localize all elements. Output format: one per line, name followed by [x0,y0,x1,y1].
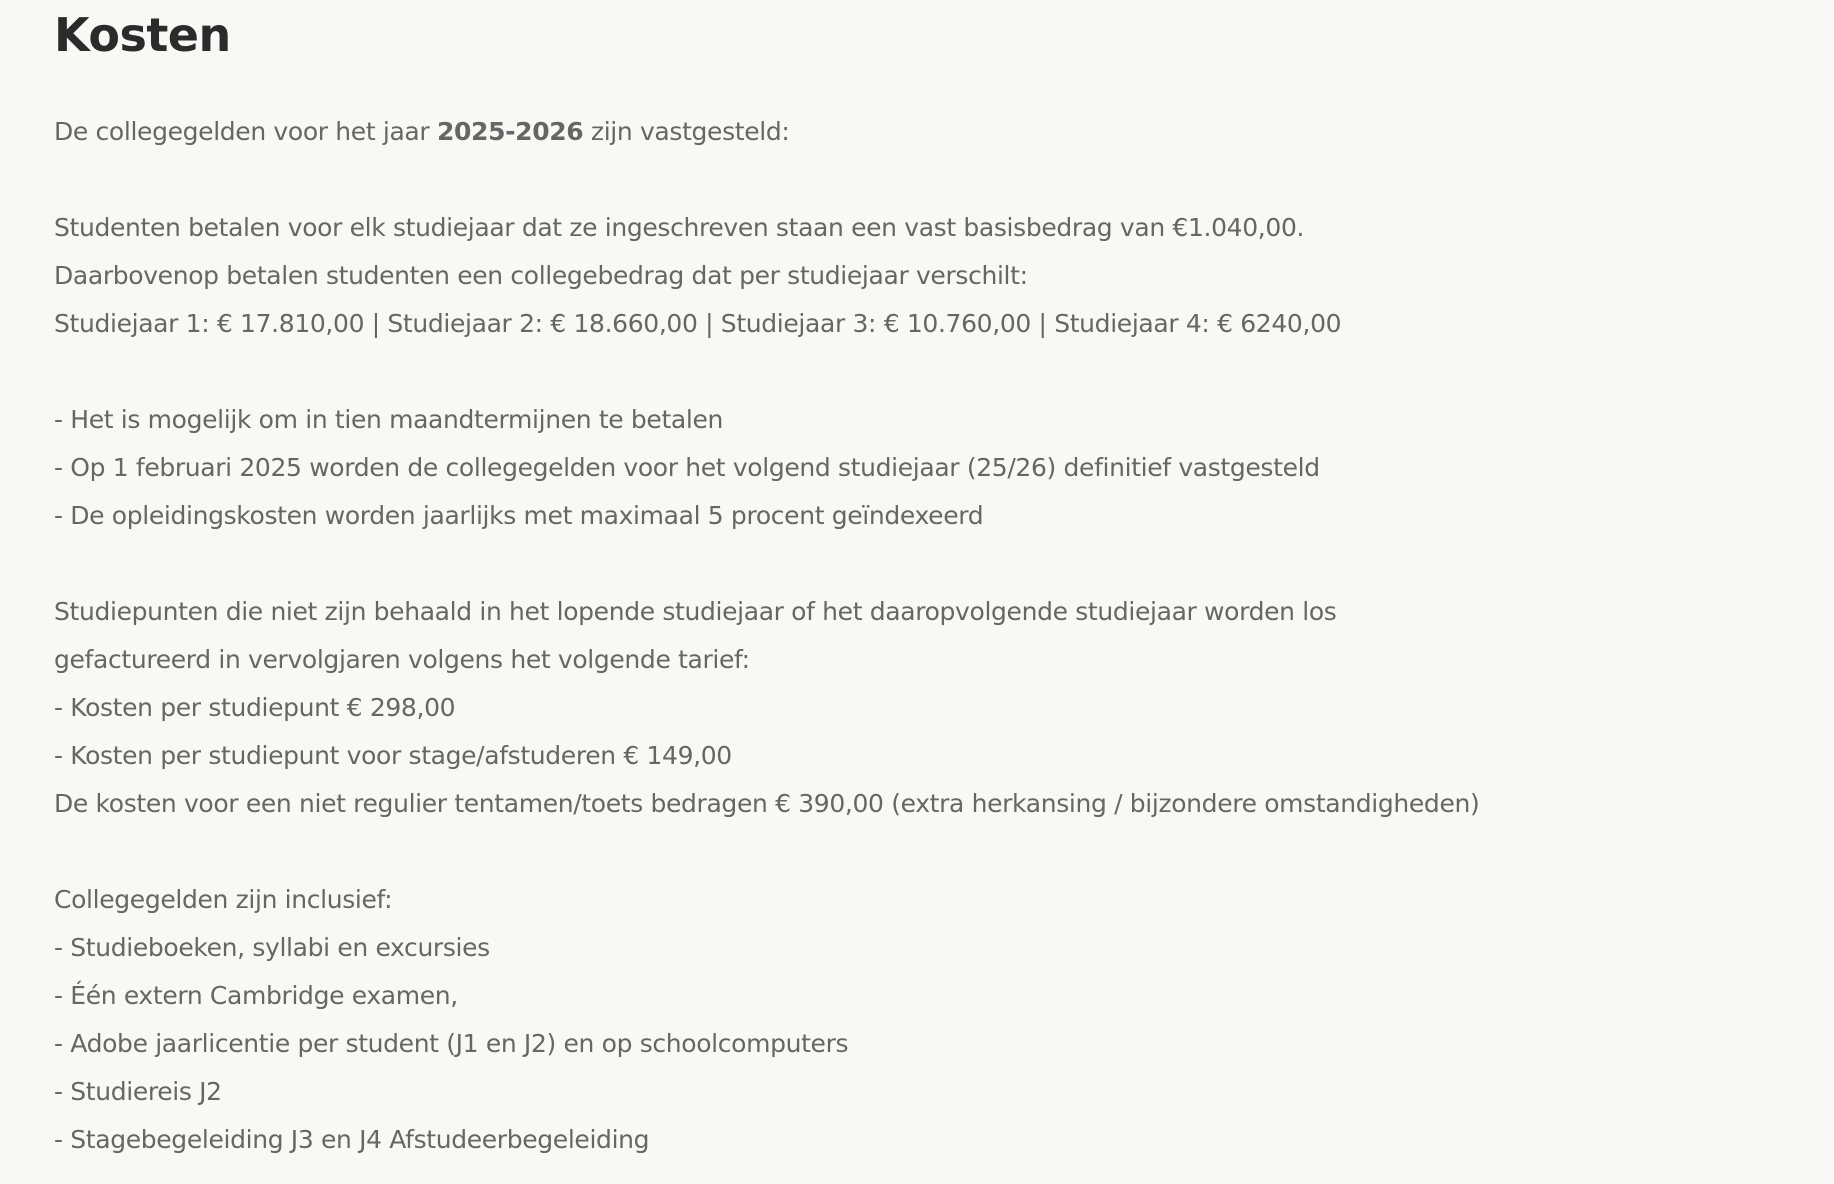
spacer [54,156,1794,204]
spacer [54,540,1794,588]
extra-fee-text: Daarbovenop betalen studenten een collegebedrag dat per studiejaar verschilt: [54,261,1028,290]
credits-text-line-1: Studiepunten die niet zijn behaald in het lopende studiejaar of het daaropvolgende studiejaar worden los [54,597,1337,626]
exam-cost: De kosten voor een niet regulier tentamen/toets bedragen € 390,00 (extra herkansing / bijzondere omstandigheden) [54,789,1480,818]
spacer [54,348,1794,396]
inclusive-item: - Studieboeken, syllabi en excursies [54,933,490,962]
inclusive-item: - Één extern Cambridge examen, [54,981,458,1010]
per-year-fees-text: Studiejaar 1: € 17.810,00 | Studiejaar 2: € 18.660,00 | Studiejaar 3: € 10.760,00 | Studiejaar 4: € 6240,00 [54,309,1342,338]
spacer [54,828,1794,876]
intro-suffix: zijn vastgesteld: [583,117,790,146]
inclusive-item: - Studiereis J2 [54,1077,222,1106]
cost-per-point-internship: - Kosten per studiepunt voor stage/afstuderen € 149,00 [54,741,732,770]
intro-paragraph [54,108,1794,156]
page-title: Kosten [54,8,231,62]
cost-per-point: - Kosten per studiepunt € 298,00 [54,693,456,722]
content-area [54,0,1794,1164]
inclusive-item: - Stagebegeleiding J3 en J4 Afstudeerbegeleiding [54,1125,650,1154]
intro-prefix: De collegegelden voor het jaar [54,117,437,146]
credits-text-line-2: gefactureerd in vervolgjaren volgens het volgende tarief: [54,645,750,674]
note-item: - Op 1 februari 2025 worden de collegegelden voor het volgend studiejaar (25/26) definitief vastgesteld [54,453,1320,482]
note-item: - Het is mogelijk om in tien maandtermijnen te betalen [54,405,723,434]
note-item: - De opleidingskosten worden jaarlijks met maximaal 5 procent geïndexeerd [54,501,984,530]
inclusive-heading: Collegegelden zijn inclusief: [54,885,393,914]
base-fee-text: Studenten betalen voor elk studiejaar dat ze ingeschreven staan een vast basisbedrag van €1.040,00. [54,213,1305,242]
intro-year: 2025-2026 [436,117,584,146]
inclusive-item: - Adobe jaarlicentie per student (J1 en J2) en op schoolcomputers [54,1029,849,1058]
